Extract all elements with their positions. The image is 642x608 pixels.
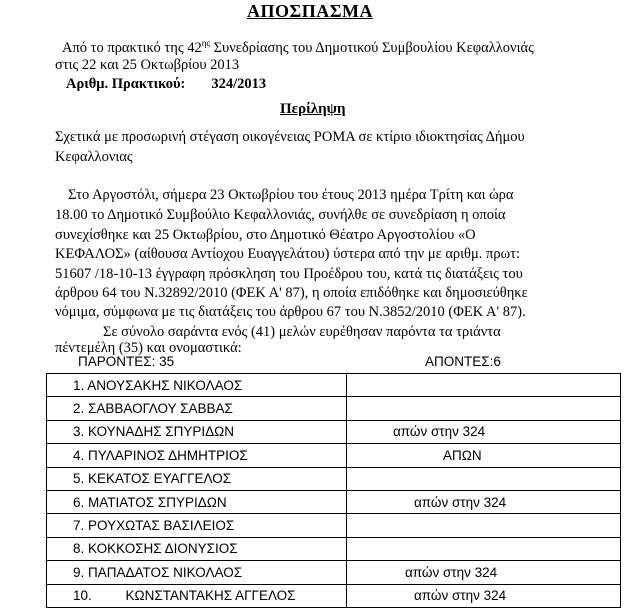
table-row bbox=[47, 374, 621, 397]
member-name: 8. ΚΟΚΚΟΣΗΣ ΔΙΟΝΥΣΙΟΣ bbox=[47, 537, 347, 560]
absent-count: ΑΠΟΝΤΕΣ:6 bbox=[425, 354, 501, 369]
body-line-1: Στο Αργοστόλι, σήμερα 23 Οκτωβρίου του έτους 2013 ημέρα Τρίτη και ώρα bbox=[68, 187, 514, 203]
member-note: απών στην 324 bbox=[347, 561, 621, 584]
member-name: 6. ΜΑΤΙΑΤΟΣ ΣΠΥΡΙΔΩΝ bbox=[47, 490, 347, 513]
document-title: ΑΠΟΣΠΑΣΜΑ bbox=[247, 1, 374, 21]
summary-heading: Περίληψη bbox=[280, 101, 346, 117]
minutes-line bbox=[66, 76, 266, 93]
subject-line-2: Κεφαλλονιας bbox=[55, 149, 133, 165]
member-note bbox=[347, 467, 621, 490]
member-name: 1. ΑΝΟΥΣΑΚΗΣ ΝΙΚΟΛΑΟΣ bbox=[47, 374, 347, 397]
intro-line-1-end: Συνεδρίασης του Δημοτικού Συμβουλίου Κεφαλλονιάς bbox=[209, 39, 534, 56]
body-line-8: Σε σύνολο σαράντα ενός (41) μελών ευρέθησαν παρόντα τα τριάντα bbox=[103, 324, 501, 340]
body-line-7: νόμιμα, σύμφωνα με τις διατάξεις του άρθρου 67 του Ν.3852/2010 (ΦΕΚ Α' 87). bbox=[55, 304, 526, 320]
table-row bbox=[47, 537, 621, 560]
table-row bbox=[47, 397, 621, 420]
member-note bbox=[347, 514, 621, 537]
member-name: 2. ΣΑΒΒΑΟΓΛΟΥ ΣΑΒΒΑΣ bbox=[47, 397, 347, 420]
subject-line-1: Σχετικά με προσωρινή στέγαση οικογένειας ΡΟΜΑ σε κτίριο ιδιοκτησίας Δήμου bbox=[55, 129, 525, 145]
table-row bbox=[47, 467, 621, 490]
minutes-number: 324/2013 bbox=[211, 76, 267, 92]
table-row bbox=[47, 561, 621, 584]
body-line-4: ΚΕΦΑΛΟΣ» (αίθουσα Αντίοχου Ευαγγελάτου) ύστερα από την με αριθμ. πρωτ: bbox=[55, 246, 520, 262]
member-note: απών στην 324 bbox=[347, 490, 621, 513]
table-row bbox=[47, 490, 621, 513]
member-note: ΑΠΩΝ bbox=[347, 444, 621, 467]
minutes-label: Αριθμ. Πρακτικού: bbox=[66, 76, 186, 92]
body-line-2: 18.00 το Δημοτικό Συμβούλιο Κεφαλλονιάς, συνήλθε σε συνεδρίαση η οποία bbox=[55, 207, 506, 223]
member-name: 5. ΚΕΚΑΤΟΣ ΕΥΑΓΓΕΛΟΣ bbox=[47, 467, 347, 490]
member-note bbox=[347, 397, 621, 420]
intro-ordinal-suffix: ης bbox=[201, 38, 210, 48]
member-name: 10. ΚΩΝΣΤΑΝΤΑΚΗΣ ΑΓΓΕΛΟΣ bbox=[47, 584, 347, 607]
member-name: 7. ΡΟΥΧΩΤΑΣ ΒΑΣΙΛΕΙΟΣ bbox=[47, 514, 347, 537]
member-name: 9. ΠΑΠΑΔΑΤΟΣ ΝΙΚΟΛΑΟΣ bbox=[47, 561, 347, 584]
table-row bbox=[47, 444, 621, 467]
member-name: 4. ΠΥΛΑΡΙΝΟΣ ΔΗΜΗΤΡΙΟΣ bbox=[47, 444, 347, 467]
intro-line-1-start: Από το πρακτικό της 42 bbox=[62, 39, 202, 56]
present-count: ΠΑΡΟΝΤΕΣ: 35 bbox=[78, 354, 175, 369]
member-note: απών στην 324 bbox=[347, 584, 621, 607]
table-row bbox=[47, 514, 621, 537]
body-line-6: άρθρου 64 του Ν.32892/2010 (ΦΕΚ Α' 87), η οποία επιδόθηκε και δημοσιεύθηκε bbox=[55, 285, 528, 301]
member-note: απών στην 324 bbox=[347, 420, 621, 443]
body-line-3: συνεχίσθηκε και 25 Οκτωβρίου, στο Δημοτικό Θέατρο Αργοστολίου «Ο bbox=[55, 227, 476, 243]
member-name: 3. ΚΟΥΝΑΔΗΣ ΣΠΥΡΙΔΩΝ bbox=[47, 420, 347, 443]
body-line-5: 51607 /18-10-13 έγγραφη πρόσκληση του Προέδρου του, κατά τις διατάξεις του bbox=[55, 266, 523, 282]
member-note bbox=[347, 374, 621, 397]
body-line-9: πέντεμέλη (35) και ονομαστικά: bbox=[55, 340, 242, 356]
intro-line-2: στις 22 και 25 Οκτωβρίου 2013 bbox=[55, 57, 240, 73]
table-row bbox=[47, 420, 621, 443]
table-row bbox=[47, 584, 621, 607]
member-note bbox=[347, 537, 621, 560]
members-table bbox=[46, 373, 621, 608]
intro-line-1 bbox=[62, 38, 534, 57]
